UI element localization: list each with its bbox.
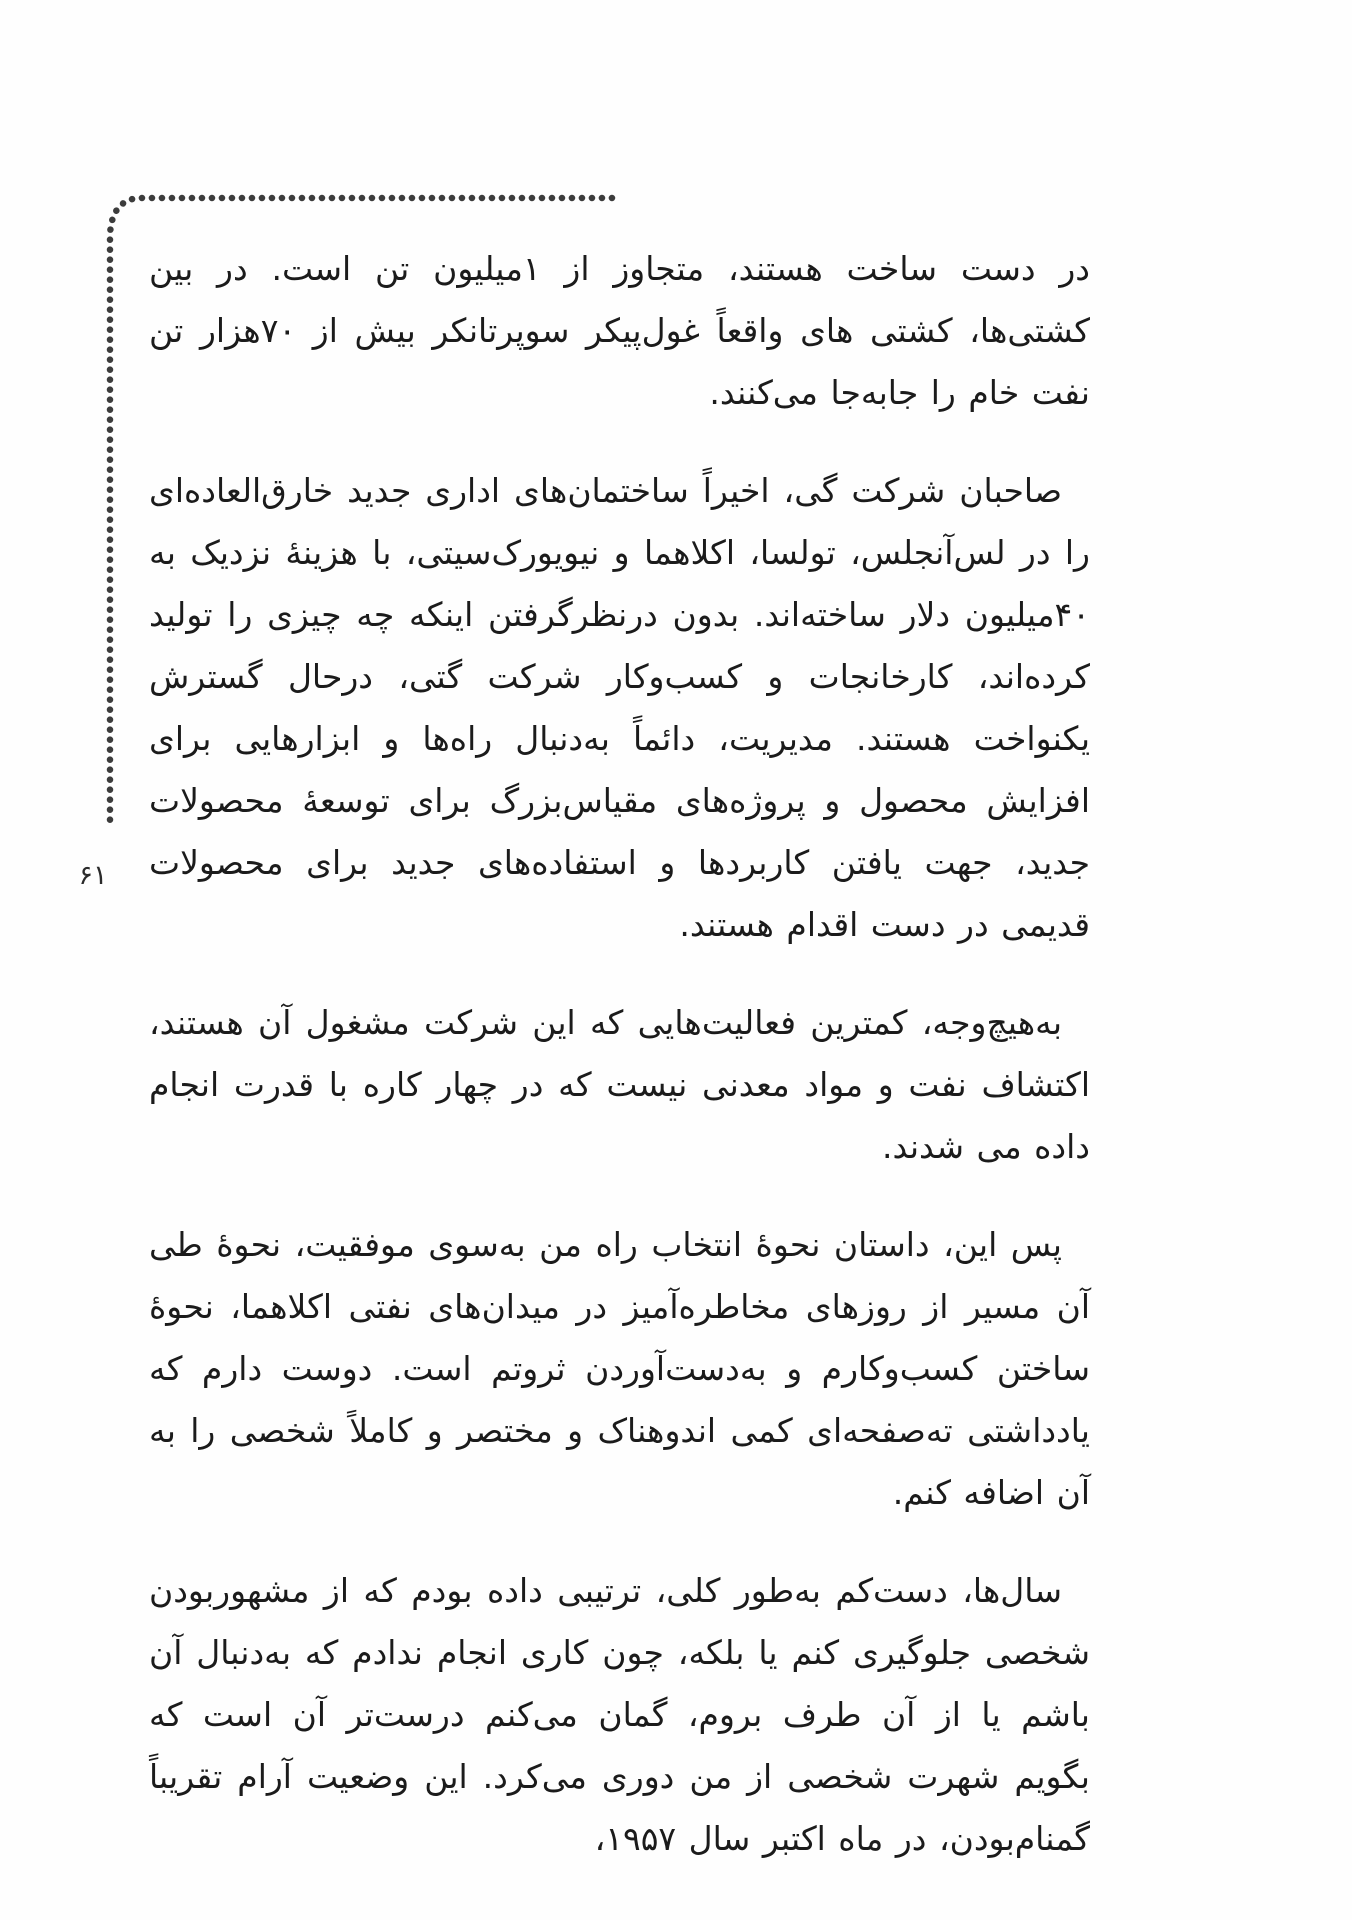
paragraph: پس این، داستان نحوهٔ انتخاب راه من به‌سوی موفقیت، نحوهٔ طی آن مسیر از روزهای مخاطره‌آمیز در میدان‌های نفتی اکلاهما، نحوهٔ ساختن کسب‌وکارم و به‌دست‌آوردن ثروتم است. دوست دارم که یادداشتی ته‌صفحه‌ای کمی اندوهناک و مختصر و کاملاً شخصی را به آن اضافه کنم. (149, 1225, 1090, 1512)
page-number: ۶۱ (78, 860, 108, 891)
paragraph: در دست ساخت هستند، متجاوز از ۱میلیون تن است. در بین کشتی‌ها، کشتی های واقعاً غول‌پیکر سوپرتانکر بیش از ۷۰هزار تن نفت خام را جابه‌جا می‌کنند. (149, 249, 1091, 412)
paragraph: به‌هیچ‌وجه، کمترین فعالیت‌هایی که این شرکت مشغول آن هستند، اکتشاف نفت و مواد معدنی نیست که در چهار کاره با قدرت انجام داده می شدند. (149, 1003, 1090, 1166)
paragraph: صاحبان شرکت گی، اخیراً ساختمان‌های اداری جدید خارق‌العاده‌ای را در لس‌آنجلس، تولسا، اکلاهما و نیویورک‌سیتی، با هزینهٔ نزدیک به ۴۰میلیون دلار ساخته‌اند. بدون درنظرگرفتن اینکه چه چیزی را تولید کرده‌اند، کارخانجات و کسب‌وکار شرکت گتی، درحال گسترش یکنواخت هستند. مدیریت، دائماً به‌دنبال راه‌ها و ابزارهایی برای افزایش محصول و پروژه‌های مقیاس‌بزرگ برای توسعهٔ محصولات جدید، جهت یافتن کاربردها و استفاده‌های جدید برای محصولات قدیمی در دست اقدام هستند. (149, 471, 1090, 944)
paragraph: سال‌ها، دست‌کم به‌طور کلی، ترتیبی داده بودم که از مشهوربودن شخصی جلوگیری کنم یا بلکه، چون کاری انجام ندادم که به‌دنبال آن باشم یا از آن طرف بروم، گمان می‌کنم درست‌تر آن است که بگویم شهرت شخصی از من دوری می‌کرد. این وضعیت آرام تقریباً گمنام‌بودن، در ماه اکتبر سال ۱۹۵۷، (149, 1571, 1090, 1858)
text-block (149, 238, 1090, 1906)
